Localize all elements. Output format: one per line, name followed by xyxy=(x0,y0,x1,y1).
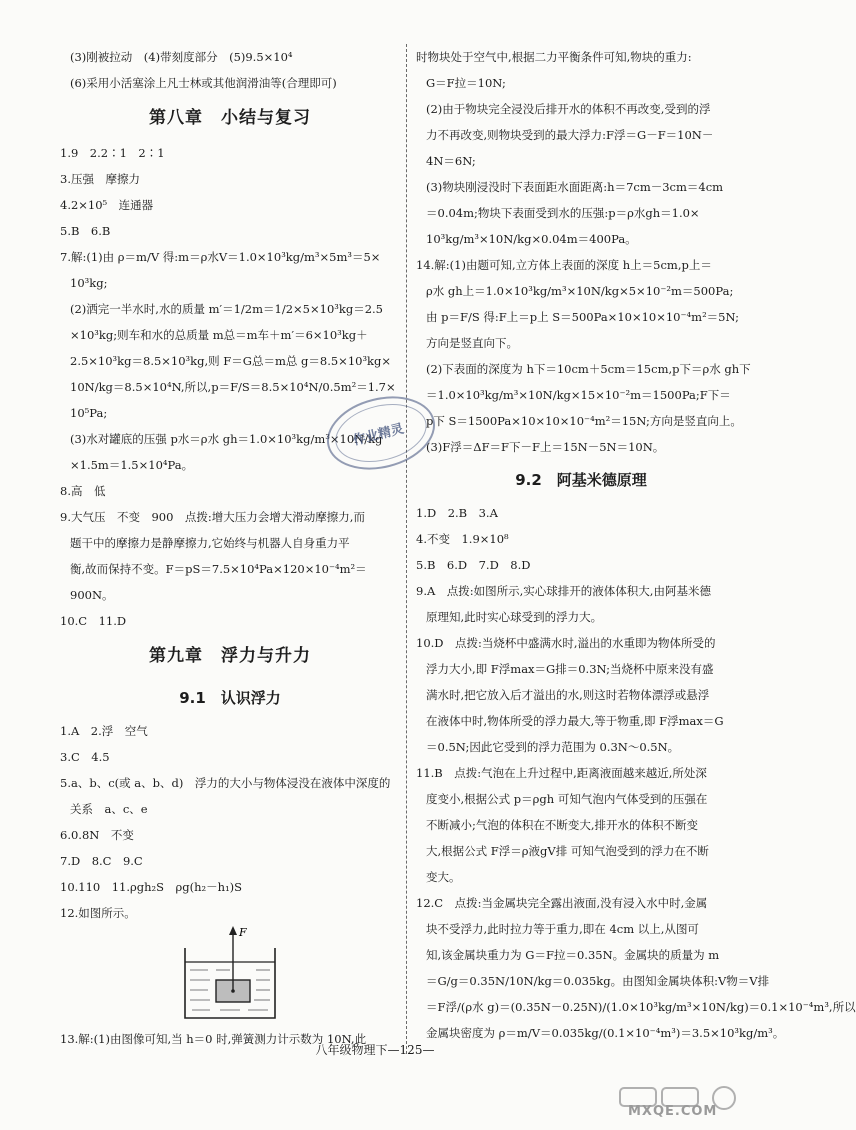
answer-line: 2.5×10³kg＝8.5×10³kg,则 F＝G总＝m总 g＝8.5×10³kg× xyxy=(70,354,392,368)
answer-line: 1.9 2.2∶1 2∶1 xyxy=(60,146,165,160)
answer-line: ρ水 gh上＝1.0×10³kg/m³×10N/kg×5×10⁻²m＝500Pa; xyxy=(426,284,734,298)
answer-line: 14.解:(1)由题可知,立方体上表面的深度 h上＝5cm,p上＝ xyxy=(416,258,712,272)
answer-line: 在液体中时,物体所受的浮力最大,等于物重,即 F浮max＝G xyxy=(426,714,724,728)
beaker-diagram xyxy=(60,926,400,1026)
section-9-2-title: 9.2 阿基米德原理 xyxy=(515,471,647,489)
answer-line: 1.D 2.B 3.A xyxy=(416,506,498,520)
answer-line: 7.D 8.C 9.C xyxy=(60,854,143,868)
answer-line: 力不再改变,则物块受到的最大浮力:F浮＝G－F＝10N－ xyxy=(426,128,714,142)
answer-line: ×10³kg;则车和水的总质量 m总＝m车＋m′＝6×10³kg＋ xyxy=(70,328,368,342)
answer-line: 5.a、b、c(或 a、b、d) 浮力的大小与物体浸没在液体中深度的 xyxy=(60,776,391,790)
answer-line: 10³kg/m³×10N/kg×0.04m＝400Pa。 xyxy=(426,232,637,246)
chapter-9-title: 第九章 浮力与升力 xyxy=(149,646,311,666)
left-column xyxy=(60,44,400,1052)
answer-line: 原理知,此时实心球受到的浮力大。 xyxy=(426,610,603,624)
answer-line: 12.C 点拨:当金属块完全露出液面,没有浸入水中时,金属 xyxy=(416,896,708,910)
answer-line: 13.解:(1)由图像可知,当 h＝0 时,弹簧测力计示数为 10N,此 xyxy=(60,1032,367,1046)
answer-line: 9.A 点拨:如图所示,实心球排开的液体体积大,由阿基米德 xyxy=(416,584,711,598)
answer-line: 变大。 xyxy=(426,870,461,884)
answer-line: ＝0.04m;物块下表面受到水的压强:p＝ρ水gh＝1.0× xyxy=(426,206,700,220)
answer-line: 4.不变 1.9×10⁸ xyxy=(416,532,509,546)
answer-line: (2)由于物块完全浸没后排开水的体积不再改变,受到的浮 xyxy=(426,102,711,116)
answer-line: 块不受浮力,此时拉力等于重力,即在 4cm 以上,从图可 xyxy=(426,922,699,936)
answer-line: 度变小,根据公式 p＝ρgh 可知气泡内气体受到的压强在 xyxy=(426,792,708,806)
buoyancy-figure xyxy=(60,926,400,1026)
answer-line: (2)洒完一半水时,水的质量 m′＝1/2m＝1/2×5×10³kg＝2.5 xyxy=(70,302,383,316)
answer-line: 大,根据公式 F浮＝ρ液gV排 可知气泡受到的浮力在不断 xyxy=(426,844,709,858)
answer-line: 衡,故而保持不变。F＝pS＝7.5×10⁴Pa×120×10⁻⁴m²＝ xyxy=(70,562,367,576)
right-column xyxy=(416,44,856,1046)
page-footer: 八年级物理下—125— xyxy=(315,1043,435,1057)
section-9-1-title: 9.1 认识浮力 xyxy=(179,689,281,707)
answer-line: 10³kg; xyxy=(70,276,108,290)
answer-line: (2)下表面的深度为 h下＝10cm＋5cm＝15cm,p下＝ρ水 gh下 xyxy=(426,362,751,376)
answer-line: 10⁵Pa; xyxy=(70,406,108,420)
answer-line: 900N。 xyxy=(70,588,114,602)
column-divider xyxy=(406,44,407,1054)
answer-line: 7.解:(1)由 ρ＝m/V 得:m＝ρ水V＝1.0×10³kg/m³×5m³＝5× xyxy=(60,250,381,264)
answer-line: (3)F浮＝ΔF＝F下－F上＝15N－5N＝10N。 xyxy=(426,440,665,454)
answer-line: 12.如图所示。 xyxy=(60,906,136,920)
answer-line: 9.大气压 不变 900 点拨:增大压力会增大滑动摩擦力,而 xyxy=(60,510,365,524)
answer-line: 5.B 6.D 7.D 8.D xyxy=(416,558,531,572)
force-label: F xyxy=(239,926,247,939)
answer-line: 10.110 11.ρgh₂S ρg(h₂－h₁)S xyxy=(60,880,243,894)
answer-line: ＝0.5N;因此它受到的浮力范围为 0.3N～0.5N。 xyxy=(426,740,680,754)
answer-line: 10.D 点拨:当烧杯中盛满水时,溢出的水重即为物体所受的 xyxy=(416,636,716,650)
answer-line: 不断减小;气泡的体积在不断变大,排开水的体积不断变 xyxy=(426,818,699,832)
answer-line: (3)刚被拉动 (4)带刻度部分 (5)9.5×10⁴ xyxy=(70,50,293,64)
answer-line: 11.B 点拨:气泡在上升过程中,距离液面越来越近,所处深 xyxy=(416,766,707,780)
answer-line: 10N/kg＝8.5×10⁴N,所以,p＝F/S＝8.5×10⁴N/0.5m²＝1.7× xyxy=(70,380,396,394)
answer-line: 3.C 4.5 xyxy=(60,750,110,764)
answer-line: 5.B 6.B xyxy=(60,224,111,238)
answer-line: 10.C 11.D xyxy=(60,614,127,628)
answer-line: ＝G/g＝0.35N/10N/kg＝0.035kg。由图知金属块体积:V物＝V排 xyxy=(426,974,770,988)
answer-line: 题干中的摩擦力是静摩擦力,它始终与机器人自身重力平 xyxy=(70,536,350,550)
answer-line: ＝F浮/(ρ水 g)＝(0.35N－0.25N)/(1.0×10³kg/m³×10N/kg)＝0.1×10⁻⁴m³,所以 xyxy=(426,1000,856,1014)
answer-line: 方向是竖直向下。 xyxy=(426,336,518,350)
answer-line: p下 S＝1500Pa×10×10×10⁻⁴m²＝15N;方向是竖直向上。 xyxy=(426,414,742,428)
answer-line: 由 p＝F/S 得:F上＝p上 S＝500Pa×10×10×10⁻⁴m²＝5N; xyxy=(426,310,740,324)
answer-line: (6)采用小活塞涂上凡士林或其他润滑油等(合理即可) xyxy=(70,76,337,90)
answer-line: (3)水对罐底的压强 p水＝ρ水 gh＝1.0×10³kg/m³×10N/kg xyxy=(70,432,383,446)
force-origin-dot xyxy=(231,989,235,993)
answer-line: 关系 a、c、e xyxy=(70,802,148,816)
answer-line: 知,该金属块重力为 G＝F拉＝0.35N。金属块的质量为 m xyxy=(426,948,720,962)
answer-line: 浮力大小,即 F浮max＝G排＝0.3N;当烧杯中原来没有盛 xyxy=(426,662,714,676)
answer-line: 8.高 低 xyxy=(60,484,106,498)
answer-line: 时物块处于空气中,根据二力平衡条件可知,物块的重力: xyxy=(416,50,692,64)
stamp-label: 作业精灵 xyxy=(351,421,406,449)
answer-line: ＝1.0×10³kg/m³×10N/kg×15×10⁻²m＝1500Pa;F下＝ xyxy=(426,388,731,402)
answer-line: ×1.5m＝1.5×10⁴Pa。 xyxy=(70,458,194,472)
answer-line: G＝F拉＝10N; xyxy=(426,76,506,90)
answer-line: 6.0.8N 不变 xyxy=(60,828,134,842)
answer-line: 1.A 2.浮 空气 xyxy=(60,724,148,738)
answer-line: 3.压强 摩擦力 xyxy=(60,172,140,186)
chapter-8-title: 第八章 小结与复习 xyxy=(149,108,311,128)
force-arrow-head xyxy=(229,926,237,935)
answer-line: 满水时,把它放入后才溢出的水,则这时若物体漂浮或悬浮 xyxy=(426,688,710,702)
answer-line: 4.2×10⁵ 连通器 xyxy=(60,198,154,212)
answer-line: 金属块密度为 ρ＝m/V＝0.035kg/(0.1×10⁻⁴m³)＝3.5×10³kg/m³。 xyxy=(426,1026,785,1040)
site-logo-text: MXQE.COM xyxy=(628,1104,718,1119)
answer-line: 4N＝6N; xyxy=(426,154,476,168)
answer-line: (3)物块刚浸没时下表面距水面距离:h＝7cm－3cm＝4cm xyxy=(426,180,724,194)
